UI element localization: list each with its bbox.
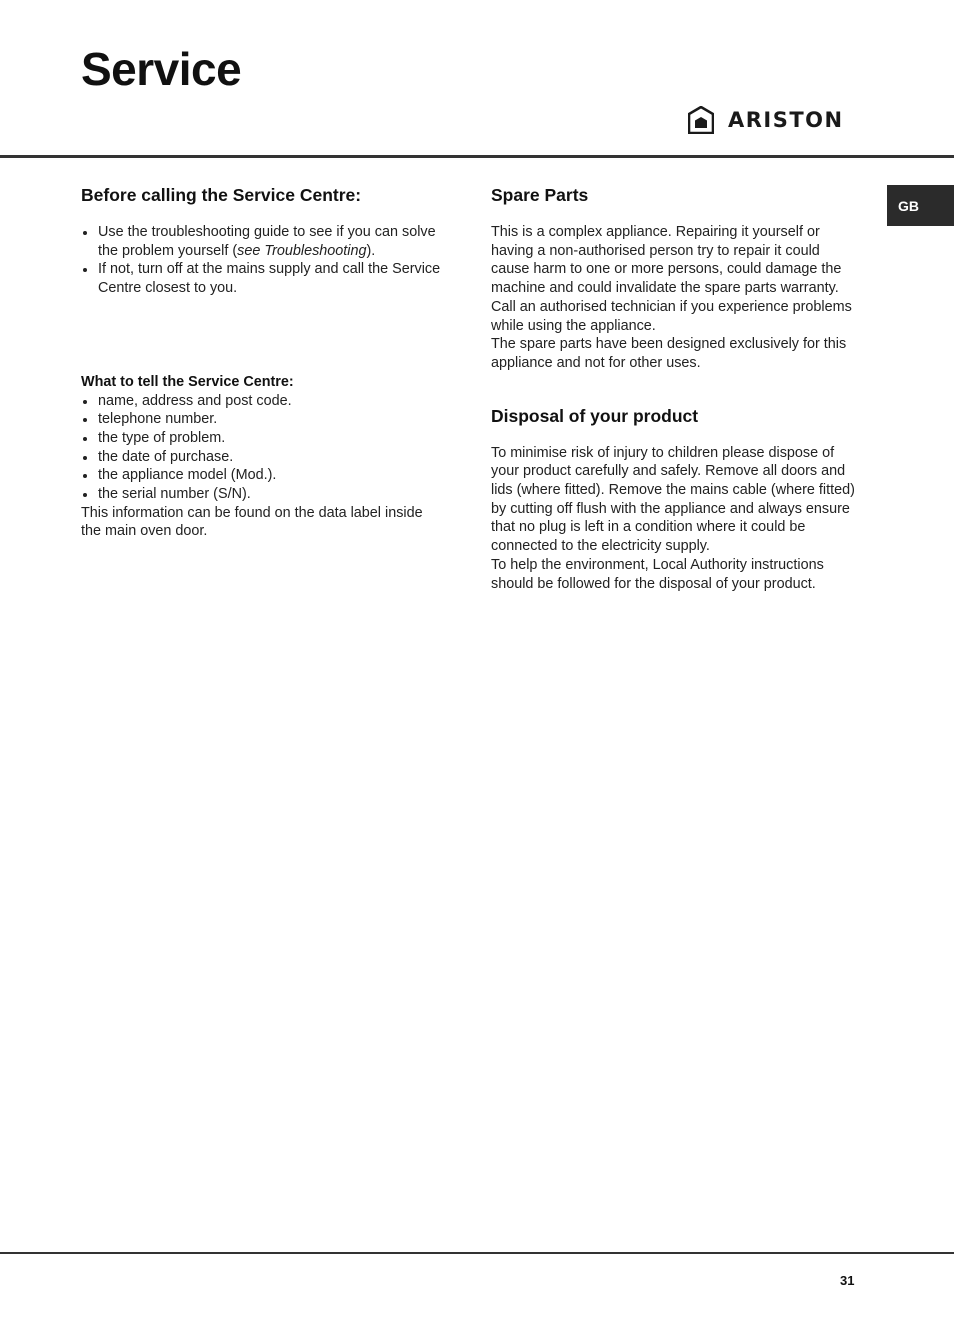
list-item: the serial number (S/N). bbox=[81, 485, 446, 504]
right-column bbox=[491, 184, 856, 593]
header-divider bbox=[0, 155, 954, 158]
before-calling-list bbox=[81, 223, 446, 298]
left-column bbox=[81, 184, 446, 541]
brand-logo bbox=[688, 105, 844, 135]
disposal-heading: Disposal of your product bbox=[491, 405, 699, 426]
what-to-tell-heading: What to tell the Service Centre: bbox=[81, 373, 294, 390]
list-item: If not, turn off at the mains supply and call the Service Centre closest to you. bbox=[81, 260, 446, 297]
brand-name: ARISTON bbox=[728, 108, 844, 132]
list-item: the date of purchase. bbox=[81, 448, 446, 467]
spare-parts-paragraph: Call an authorised technician if you experience problems while using the appliance. bbox=[491, 298, 852, 334]
list-item: the appliance model (Mod.). bbox=[81, 466, 446, 485]
data-label-note: This information can be found on the data label inside the main oven door. bbox=[81, 504, 423, 540]
before-calling-heading: Before calling the Service Centre: bbox=[81, 185, 362, 205]
list-item: telephone number. bbox=[81, 410, 446, 429]
footer-divider bbox=[0, 1252, 954, 1254]
list-item: the type of problem. bbox=[81, 429, 446, 448]
spare-parts-paragraph: This is a complex appliance. Repairing it yourself or having a non-authorised person try to repair it could cause harm to one or more persons, could damage the machine and could invalidate the spare parts warranty. bbox=[491, 224, 842, 297]
spare-parts-heading: Spare Parts bbox=[491, 185, 589, 205]
list-item: Use the troubleshooting guide to see if you can solve the problem yourself (see Troubleshooting). bbox=[81, 223, 446, 260]
spare-parts-paragraph: The spare parts have been designed exclusively for this appliance and not for other uses. bbox=[491, 336, 847, 371]
page-title: Service bbox=[81, 43, 242, 95]
language-tab: GB bbox=[887, 185, 954, 226]
disposal-paragraph: To help the environment, Local Authority instructions should be followed for the disposal of your product. bbox=[491, 556, 824, 592]
list-item: name, address and post code. bbox=[81, 392, 446, 411]
troubleshooting-reference: see Troubleshooting bbox=[237, 242, 367, 259]
house-logo-icon bbox=[688, 106, 714, 134]
what-to-tell-list bbox=[81, 392, 446, 504]
page-number: 31 bbox=[840, 1273, 855, 1288]
disposal-paragraph: To minimise risk of injury to children please dispose of your product carefully and safely. Remove all doors and lids (where fitted). Remove the mains cable (where fitted) by cutting off flush with the appliance and always ensure that no plug is left in a condition where it could be connected to the electricity supply. bbox=[491, 444, 855, 555]
